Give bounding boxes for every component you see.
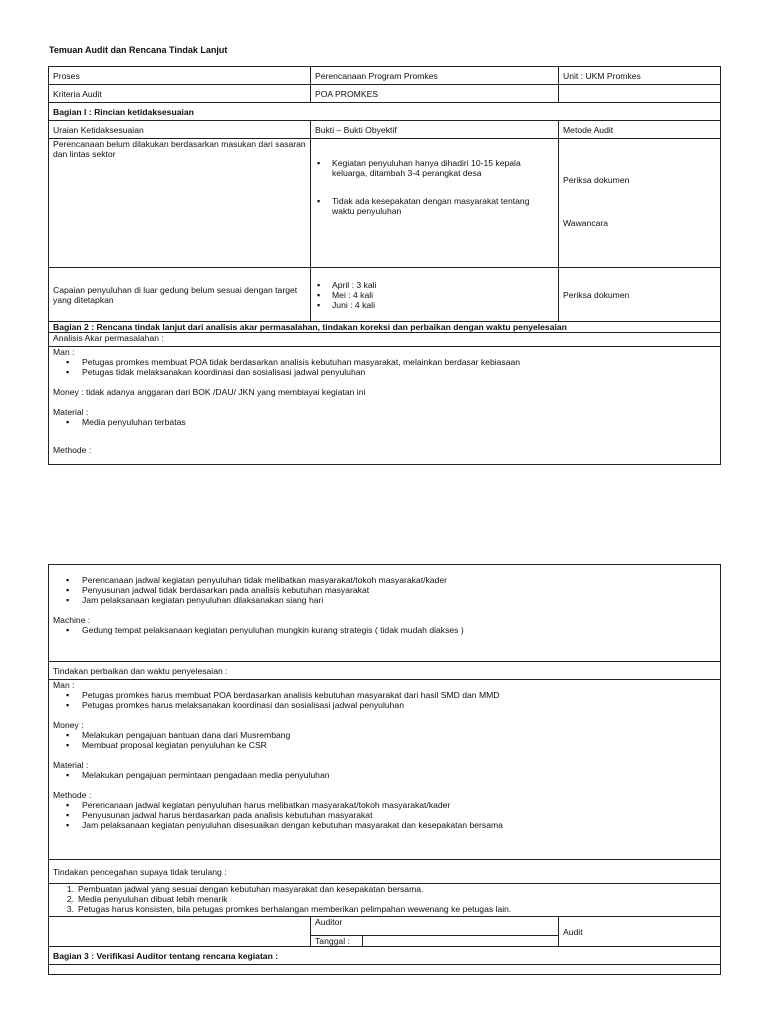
list-item: 3. Petugas harus konsisten, bila petugas promkes berhalangan memberikan pelimpahan wewenang ke petugas lain. — [66, 904, 512, 914]
process-label: Proses — [49, 67, 311, 85]
section1-title: Bagian I : Rincian ketidaksesuaian — [49, 103, 721, 121]
criteria-value: POA PROMKES — [311, 85, 559, 103]
list-item: ▪ Penyusunan jadwal tidak berdasarkan pada analisis kebutuhan masyarakat — [49, 585, 720, 595]
process-value: Perencanaan Program Promkes — [311, 67, 559, 85]
list-item: ▪ Penyusunan jadwal harus berdasarkan pada analisis kebutuhan masyarakat — [49, 810, 720, 820]
list-item: ▪ Media penyuluhan terbatas — [49, 417, 720, 427]
finding2-uraian: Capaian penyuluhan di luar gedung belum sesuai dengan target yang ditetapkan — [49, 268, 311, 322]
list-item: ▪ Juni : 4 kali — [311, 300, 558, 310]
list-item: ▪ Petugas promkes membuat POA tidak berdasarkan analisis kebutuhan masyarakat, melainkan berdasar kebiasaan — [49, 357, 720, 367]
method-label: Methode : — [53, 445, 92, 455]
money-text: Money : tidak adanya anggaran dari BOK /DAU/ JKN yang membiayai kegiatan ini — [53, 387, 366, 397]
metode-periksa: Periksa dokumen — [563, 175, 630, 185]
corrective-body — [49, 680, 721, 860]
root-cause-label: Analisis Akar permasalahan : — [49, 333, 721, 347]
list-item: ▪ Jam pelaksanaan kegiatan penyuluhan disesuaikan dengan kebutuhan masyarakat dan kesepakatan bersama — [49, 820, 720, 830]
criteria-empty-cell — [559, 85, 721, 103]
finding1-bukti — [311, 139, 559, 268]
tanggal-label: Tanggal : — [311, 936, 363, 947]
man-label: Man : — [53, 347, 75, 357]
list-item: ▪ Melakukan pengajuan permintaan pengadaan media penyuluhan — [49, 770, 720, 780]
col-header-bukti: Bukti – Bukti Obyektif — [311, 121, 559, 139]
signature-empty-cell — [49, 917, 311, 947]
auditor-label: Auditor — [311, 917, 559, 936]
col-header-uraian: Uraian Ketidaksesuaian — [49, 121, 311, 139]
section2-title: Bagian 2 : Rencana tindak lanjut dari analisis akar permasalahan, tindakan koreksi dan perbaikan dengan waktu penyelesaian — [49, 322, 721, 333]
list-item: ▪ Gedung tempat pelaksanaan kegiatan penyuluhan mungkin kurang strategis ( tidak mudah diakses ) — [49, 625, 720, 635]
list-item: ▪ Jam pelaksanaan kegiatan penyuluhan dilaksanakan siang hari — [49, 595, 720, 605]
list-item: ▪ Mei : 4 kali — [311, 290, 558, 300]
list-item: ▪ Petugas promkes harus membuat POA berdasarkan analisis kebutuhan masyarakat dari hasil SMD dan MMD — [49, 690, 720, 700]
list-item: 1. Pembuatan jadwal yang sesuai dengan kebutuhan masyarakat dan kesepakatan bersama. — [66, 884, 424, 894]
action-plan-table — [48, 564, 721, 975]
finding1-uraian: Perencanaan belum dilakukan berdasarkan masukan dari sasaran dan lintas sektor — [49, 139, 311, 268]
finding2-metode: Periksa dokumen — [559, 268, 721, 322]
list-item: ▪ Petugas tidak melaksanakan koordinasi dan sosialisasi jadwal penyuluhan — [49, 367, 720, 377]
man-label: Man : — [53, 680, 75, 690]
machine-label: Machine : — [53, 615, 91, 625]
list-item: 2. Media penyuluhan dibuat lebih menarik — [66, 894, 228, 904]
document-title: Temuan Audit dan Rencana Tindak Lanjut — [49, 45, 228, 55]
material-list — [49, 417, 720, 427]
prevent-list — [49, 884, 720, 914]
money-list — [49, 730, 720, 750]
prevent-label: Tindakan pencegahan supaya tidak terulang : — [49, 860, 721, 884]
finding1-metode — [559, 139, 721, 268]
method-label: Methode : — [53, 790, 92, 800]
criteria-label: Kriteria Audit — [49, 85, 311, 103]
metode-wawancara: Wawancara — [563, 218, 609, 228]
list-item: ▪ Kegiatan penyuluhan hanya dihadiri 10-15 kepala keluarga, ditambah 3-4 perangkat desa — [311, 158, 558, 178]
list-item: ▪ Perencanaan jadwal kegiatan penyuluhan tidak melibatkan masyarakat/tokoh masyarakat/kader — [49, 575, 720, 585]
list-item: ▪ Tidak ada kesepakatan dengan masyarakat tentang waktu penyuluhan — [311, 196, 558, 216]
material-label: Material : — [53, 760, 89, 770]
audit-label: Audit — [559, 917, 721, 947]
list-item: ▪ Perencanaan jadwal kegiatan penyuluhan harus melibatkan masyarakat/tokoh masyarakat/kader — [49, 800, 720, 810]
method-list — [49, 575, 720, 605]
root-cause-body — [49, 347, 721, 465]
section3-title: Bagian 3 : Verifikasi Auditor tentang rencana kegiatan : — [49, 947, 721, 965]
tanggal-field — [363, 936, 559, 947]
unit-value: Unit : UKM Promkes — [559, 67, 721, 85]
list-item: ▪ Melakukan pengajuan bantuan dana dari Musrembang — [49, 730, 720, 740]
prevent-body — [49, 884, 721, 917]
list-item: ▪ Petugas promkes harus melaksanakan koordinasi dan sosialisasi jadwal penyuluhan — [49, 700, 720, 710]
col-header-metode: Metode Audit — [559, 121, 721, 139]
audit-header-table — [48, 66, 721, 465]
list-item: ▪ Membuat proposal kegiatan penyuluhan ke CSR — [49, 740, 720, 750]
man-list — [49, 357, 720, 377]
material-list — [49, 770, 720, 780]
finding2-bukti — [311, 268, 559, 322]
finding1-bukti-list — [311, 158, 558, 216]
list-item: ▪ April : 3 kali — [311, 280, 558, 290]
machine-list — [49, 625, 720, 635]
finding2-bukti-list — [311, 280, 558, 310]
money-label: Money : — [53, 720, 84, 730]
method-machine-body — [49, 565, 721, 662]
corrective-label: Tindakan perbaikan dan waktu penyelesaian : — [49, 662, 721, 680]
method-list — [49, 800, 720, 830]
man-list — [49, 690, 720, 710]
material-label: Material : — [53, 407, 89, 417]
section3-empty-row — [49, 965, 721, 975]
